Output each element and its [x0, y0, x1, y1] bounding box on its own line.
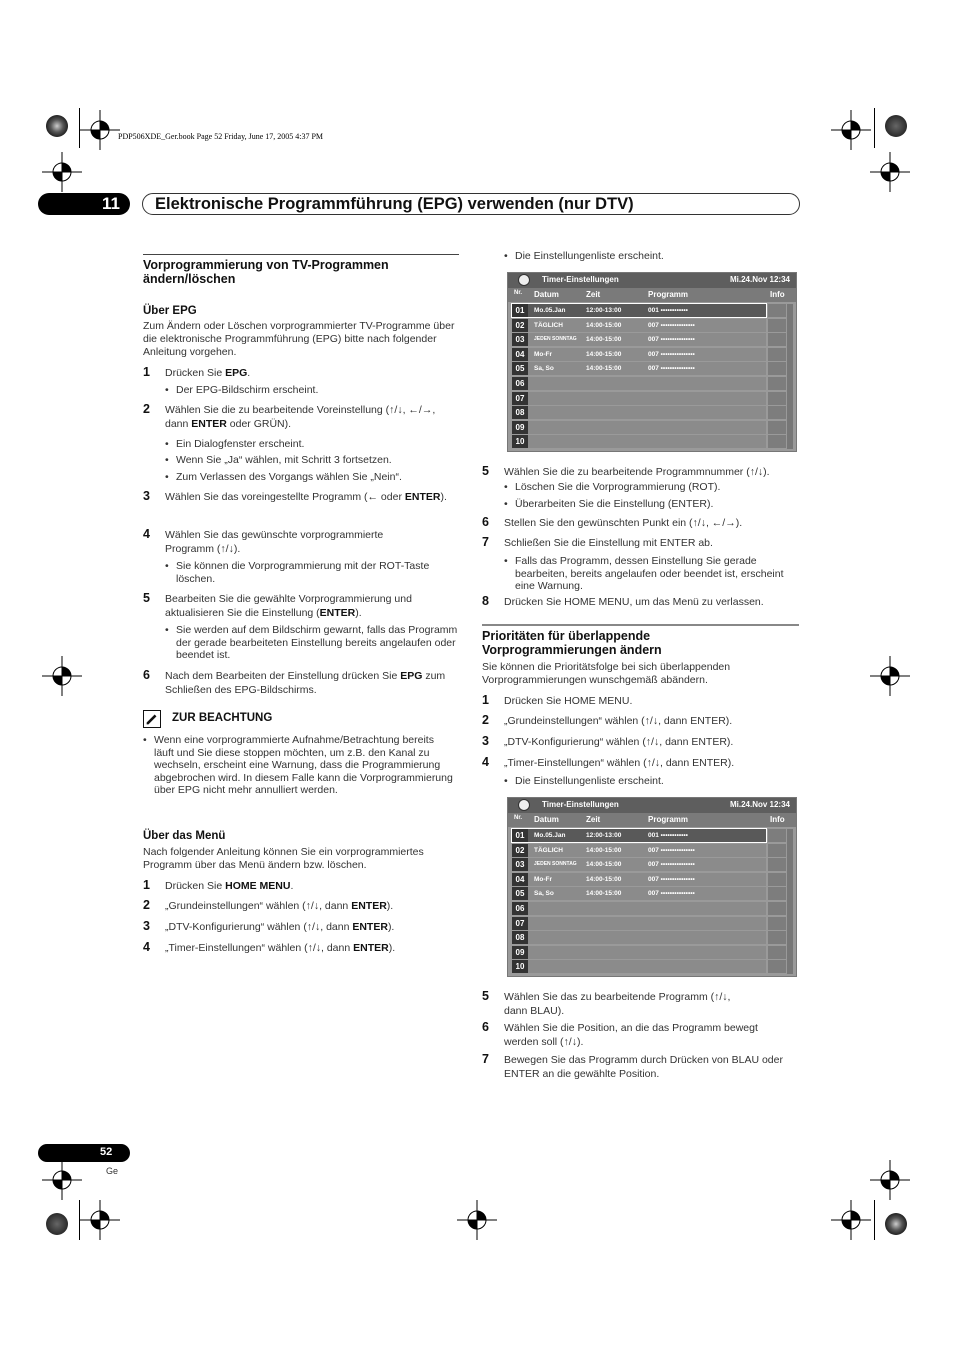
row-zeit: 14:00-15:00	[586, 336, 622, 344]
step-number: 7	[482, 535, 489, 549]
row-number: 05	[512, 887, 528, 900]
info-cell	[768, 406, 786, 419]
section-title: Prioritäten für überlappende Vorprogrammierungen ändern	[482, 629, 662, 657]
row-number: 02	[512, 319, 528, 332]
column-header: Programm	[648, 290, 689, 299]
subheading: Über das Menü	[143, 830, 226, 842]
info-cell	[768, 348, 786, 361]
timer-screen	[507, 272, 797, 452]
page-number: 52	[100, 1146, 113, 1158]
step-number: 6	[143, 668, 150, 682]
row-datum: Mo-Fr	[534, 875, 553, 883]
row-prog: 007 •••••••••••••••	[648, 861, 695, 869]
step-text: Stellen Sie den gewünschten Punkt ein (↑/↓, ←/→).	[504, 517, 743, 529]
clock-icon	[518, 799, 530, 811]
column-header: Info	[770, 815, 785, 824]
step-text: „Grundeinstellungen“ wählen (↑/↓, dann ENTER).	[165, 900, 394, 912]
row-number: 04	[512, 873, 528, 886]
step-number: 6	[482, 1020, 489, 1034]
row-prog: 007 •••••••••••••••	[648, 350, 695, 358]
page-number-pill	[38, 1144, 130, 1162]
info-cell	[768, 946, 786, 959]
crop-line	[79, 108, 80, 148]
bullet: • Die Einstellungenliste erscheint.	[515, 250, 664, 263]
timer-row[interactable]	[512, 931, 766, 944]
step-text: „DTV-Konfigurierung“ wählen (↑/↓, dann ENTER).	[165, 921, 395, 933]
info-cell	[768, 917, 786, 930]
step-text: Drücken Sie EPG.	[165, 367, 251, 379]
timer-row[interactable]	[512, 858, 766, 871]
step-number: 3	[143, 489, 150, 503]
screen-date: Mi.24.Nov 12:34	[729, 275, 790, 284]
info-cell	[768, 362, 786, 375]
row-number: 03	[512, 333, 528, 346]
info-cell	[768, 392, 786, 405]
step-text: „Timer-Einstellungen“ wählen (↑/↓, dann ENTER).	[165, 942, 396, 954]
registration-mark-icon	[42, 656, 82, 696]
chapter-title: Elektronische Programmführung (EPG) verwenden (nur DTV)	[155, 195, 634, 213]
row-datum: Sa, So	[534, 890, 554, 898]
step-text: Drücken Sie HOME MENU, um das Menü zu verlassen.	[504, 596, 764, 608]
color-dial-icon	[46, 115, 68, 137]
info-cell	[768, 844, 786, 857]
row-number: 10	[512, 435, 528, 448]
step-text: Wählen Sie die zu bearbeitende Voreinstellung (↑/↓, ←/→, dann ENTER oder GRÜN).	[165, 404, 436, 430]
column-header: Datum	[534, 815, 559, 824]
timer-row[interactable]	[512, 304, 766, 317]
step-text: Drücken Sie HOME MENU.	[165, 880, 294, 892]
info-cell	[768, 931, 786, 944]
step-text: Wählen Sie das zu bearbeitende Programm (↑/↓, dann BLAU).	[504, 991, 731, 1017]
row-number: 04	[512, 348, 528, 361]
registration-mark-icon	[831, 1200, 871, 1240]
timer-row[interactable]	[512, 319, 766, 332]
scrollbar	[787, 304, 793, 449]
row-zeit: 14:00-15:00	[586, 875, 622, 883]
registration-mark-icon	[42, 152, 82, 192]
info-cell	[768, 421, 786, 434]
section-rule	[482, 624, 799, 626]
column-header: Nr.	[514, 815, 523, 821]
color-dial-icon	[885, 115, 907, 137]
clock-icon	[518, 274, 530, 286]
registration-mark-icon	[870, 1160, 910, 1200]
timer-row[interactable]	[512, 421, 766, 434]
info-cell	[768, 887, 786, 900]
info-cell	[768, 960, 786, 973]
row-zeit: 14:00-15:00	[586, 365, 622, 373]
timer-row[interactable]	[512, 873, 766, 886]
step-text: Wählen Sie das gewünschte vorprogrammierte Programm (↑/↓).	[165, 529, 384, 555]
registration-mark-icon	[80, 110, 120, 150]
bullet: • Zum Verlassen des Vorgangs wählen Sie „Nein“.	[176, 471, 456, 484]
row-number: 03	[512, 858, 528, 871]
step-text: Schließen Sie die Einstellung mit ENTER ab.	[504, 537, 713, 549]
bullet: • Sie können die Vorprogrammierung mit der ROT-Taste löschen.	[176, 560, 458, 585]
row-prog: 007 •••••••••••••••	[648, 875, 695, 883]
language-code: Ge	[106, 1166, 119, 1176]
timer-row[interactable]	[512, 902, 766, 915]
step-number: 3	[482, 734, 489, 748]
row-zeit: 14:00-15:00	[586, 321, 622, 329]
registration-mark-icon	[870, 152, 910, 192]
crop-line	[874, 1200, 875, 1240]
note-bullet: • Wenn eine vorprogrammierte Aufnahme/Betrachtung bereits läuft und Sie diese stoppen möchten, um z.B. den Kanal zu wechseln, erscheint eine Warnung, dass die Programmierung abgebrochen wird. In diesem Falle kann die Vorprogrammierung über EPG nicht mehr annulliert werden.	[154, 734, 456, 797]
bullet: • Der EPG-Bildschirm erscheint.	[176, 384, 456, 397]
row-datum: TÄGLICH	[534, 321, 563, 329]
note-title: ZUR BEACHTUNG	[172, 712, 273, 724]
step-number: 8	[482, 594, 489, 608]
step-text: „Timer-Einstellungen“ wählen (↑/↓, dann ENTER).	[504, 757, 735, 769]
step-text: „Grundeinstellungen“ wählen (↑/↓, dann ENTER).	[504, 715, 733, 727]
paragraph: Zum Ändern oder Löschen vorprogrammierter TV-Programme über die elektronische Programmführung (EPG) bitte nach folgender Anleitung vorgehen.	[143, 320, 455, 358]
step-number: 5	[143, 591, 150, 605]
step-number: 6	[482, 515, 489, 529]
row-number: 10	[512, 960, 528, 973]
info-cell	[768, 858, 786, 871]
step-number: 1	[482, 693, 489, 707]
registration-mark-icon	[42, 1160, 82, 1200]
crop-line	[874, 108, 875, 148]
info-cell	[768, 377, 786, 390]
column-header: Zeit	[586, 815, 601, 824]
step-text: Wählen Sie die zu bearbeitende Programmnummer (↑/↓).	[504, 466, 770, 478]
bullet: • Falls das Programm, dessen Einstellung Sie gerade bearbeiten, bereits angelaufen oder beendet ist, erscheint eine Warnung.	[515, 555, 800, 593]
section-title: Vorprogrammierung von TV-Programmen ändern/löschen	[143, 258, 389, 286]
row-number: 05	[512, 362, 528, 375]
chapter-number: 11	[38, 193, 130, 215]
timer-row[interactable]	[512, 348, 766, 361]
row-zeit: 14:00-15:00	[586, 350, 622, 358]
timer-row[interactable]	[512, 362, 766, 375]
timer-row[interactable]	[512, 946, 766, 959]
info-cell	[768, 435, 786, 448]
print-header: PDP506XDE_Ger.book Page 52 Friday, June 17, 2005 4:37 PM	[118, 132, 324, 141]
row-number: 01	[512, 304, 528, 317]
timer-row[interactable]	[512, 829, 766, 842]
step-text: Wählen Sie das voreingestellte Programm (← oder ENTER).	[165, 491, 447, 503]
row-number: 09	[512, 421, 528, 434]
bullet: • Überarbeiten Sie die Einstellung (ENTER).	[515, 498, 713, 511]
paragraph: Nach folgender Anleitung können Sie ein vorprogrammiertes Programm über das Menü ändern bzw. löschen.	[143, 846, 424, 871]
step-number: 2	[143, 898, 150, 912]
step-text: „DTV-Konfigurierung“ wählen (↑/↓, dann ENTER).	[504, 736, 734, 748]
row-zeit: 14:00-15:00	[586, 861, 622, 869]
step-number: 5	[482, 464, 489, 478]
info-cell	[768, 873, 786, 886]
bullet: • Löschen Sie die Vorprogrammierung (ROT).	[515, 481, 720, 494]
screen-title: Timer-Einstellungen	[542, 275, 619, 284]
row-number: 07	[512, 392, 528, 405]
registration-mark-icon	[870, 656, 910, 696]
bullet: • Wenn Sie „Ja“ wählen, mit Schritt 3 fortsetzen.	[176, 454, 456, 467]
row-prog: 001 ••••••••••••	[648, 307, 688, 314]
row-zeit: 12:00-13:00	[586, 307, 622, 314]
row-number: 06	[512, 377, 528, 390]
row-zeit: 14:00-15:00	[586, 846, 622, 854]
subheading: Über EPG	[143, 305, 197, 317]
bullet: • Ein Dialogfenster erscheint.	[176, 438, 456, 451]
row-number: 02	[512, 844, 528, 857]
row-prog: 007 •••••••••••••••	[648, 321, 695, 329]
row-datum: Mo-Fr	[534, 350, 553, 358]
step-number: 2	[143, 402, 150, 416]
info-cell	[768, 333, 786, 346]
row-prog: 007 •••••••••••••••	[648, 846, 695, 854]
step-number: 2	[482, 713, 489, 727]
row-datum: JEDEN SONNTAG	[534, 861, 577, 868]
row-prog: 007 •••••••••••••••	[648, 336, 695, 344]
column-header: Nr.	[514, 290, 523, 296]
info-cell	[768, 304, 786, 317]
note-icon	[143, 710, 161, 728]
timer-row[interactable]	[512, 917, 766, 930]
section-rule	[143, 254, 459, 255]
scrollbar	[787, 829, 793, 974]
timer-row[interactable]	[512, 887, 766, 900]
timer-row[interactable]	[512, 333, 766, 346]
row-datum: JEDEN SONNTAG	[534, 336, 577, 343]
step-number: 3	[143, 919, 150, 933]
info-cell	[768, 319, 786, 332]
step-text: Bearbeiten Sie die gewählte Vorprogrammierung und aktualisieren Sie die Einstellung (ENTER).	[165, 593, 412, 619]
row-number: 01	[512, 829, 528, 842]
timer-screen	[507, 797, 797, 977]
timer-row[interactable]	[512, 960, 766, 973]
paragraph: Sie können die Prioritätsfolge bei sich überlappenden Vorprogrammierungen wunschgemäß abändern.	[482, 661, 731, 686]
column-header: Datum	[534, 290, 559, 299]
step-number: 7	[482, 1052, 489, 1066]
screen-title: Timer-Einstellungen	[542, 800, 619, 809]
timer-row[interactable]	[512, 435, 766, 448]
row-prog: 007 •••••••••••••••	[648, 365, 695, 373]
step-text: Wählen Sie die Position, an die das Programm bewegt werden soll (↑/↓).	[504, 1022, 758, 1048]
color-dial-icon	[885, 1213, 907, 1235]
step-number: 5	[482, 989, 489, 1003]
crop-line	[79, 1200, 80, 1240]
step-number: 1	[143, 365, 150, 379]
info-cell	[768, 829, 786, 842]
registration-mark-icon	[80, 1200, 120, 1240]
row-datum: Sa, So	[534, 365, 554, 373]
step-number: 4	[143, 940, 150, 954]
row-zeit: 14:00-15:00	[586, 890, 622, 898]
column-header: Info	[770, 290, 785, 299]
timer-row[interactable]	[512, 844, 766, 857]
timer-row[interactable]	[512, 377, 766, 390]
bullet: • Sie werden auf dem Bildschirm gewarnt, falls das Programm der gerade bearbeiteten Einstellung bereits angelaufen oder beendet ist.	[176, 624, 460, 662]
row-datum: TÄGLICH	[534, 846, 563, 854]
row-zeit: 12:00-13:00	[586, 832, 622, 839]
row-number: 08	[512, 931, 528, 944]
column-header: Programm	[648, 815, 689, 824]
timer-row[interactable]	[512, 392, 766, 405]
registration-mark-icon	[831, 110, 871, 150]
registration-mark-icon	[457, 1200, 497, 1240]
step-number: 1	[143, 878, 150, 892]
row-number: 08	[512, 406, 528, 419]
row-datum: Mo.05.Jan	[534, 307, 566, 314]
step-text: Drücken Sie HOME MENU.	[504, 695, 633, 707]
color-dial-icon	[46, 1213, 68, 1235]
screen-date: Mi.24.Nov 12:34	[729, 800, 790, 809]
step-text: Bewegen Sie das Programm durch Drücken von BLAU oder ENTER an die gewählte Position.	[504, 1054, 783, 1080]
step-text: Nach dem Bearbeiten der Einstellung drücken Sie EPG zum Schließen des EPG-Bildschirms.	[165, 670, 446, 696]
info-cell	[768, 902, 786, 915]
row-number: 07	[512, 917, 528, 930]
row-prog: 007 •••••••••••••••	[648, 890, 695, 898]
column-header: Zeit	[586, 290, 601, 299]
bullet: • Die Einstellungenliste erscheint.	[515, 775, 664, 788]
row-prog: 001 ••••••••••••	[648, 832, 688, 839]
row-datum: Mo.05.Jan	[534, 832, 566, 839]
row-number: 06	[512, 902, 528, 915]
step-number: 4	[482, 755, 489, 769]
row-number: 09	[512, 946, 528, 959]
step-number: 4	[143, 527, 150, 541]
timer-row[interactable]	[512, 406, 766, 419]
